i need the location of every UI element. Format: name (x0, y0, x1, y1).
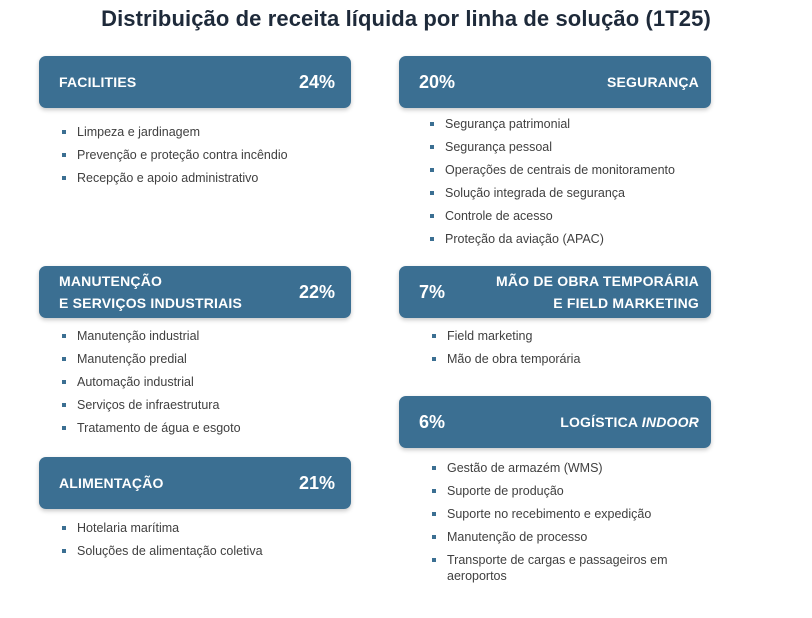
alimentacao-item-text: Hotelaria marítima (77, 521, 180, 535)
bullet-icon (430, 145, 434, 149)
manutencao-item (62, 420, 352, 436)
temporaria-list (432, 328, 722, 374)
logistica-item (432, 552, 672, 584)
facilities-item-text: Limpeza e jardinagem (77, 125, 200, 139)
logistica-label-plain: LOGÍSTICA (560, 414, 638, 430)
alimentacao-item-text: Soluções de alimentação coletiva (77, 544, 263, 558)
facilities-list (62, 124, 352, 193)
alimentacao-list (62, 520, 352, 566)
seguranca-item-text: Operações de centrais de monitoramento (445, 163, 675, 177)
manutencao-item (62, 328, 352, 344)
bullet-icon (62, 130, 66, 134)
logistica-item-text: Suporte de produção (447, 484, 564, 498)
facilities-item-text: Prevenção e proteção contra incêndio (77, 148, 288, 162)
seguranca-list (430, 116, 720, 254)
logistica-item (432, 460, 672, 476)
bullet-icon (430, 237, 434, 241)
seguranca-card (399, 56, 711, 108)
seguranca-item-text: Solução integrada de segurança (445, 186, 625, 200)
bullet-icon (432, 334, 436, 338)
logistica-item (432, 506, 672, 522)
manutencao-item-text: Serviços de infraestrutura (77, 398, 220, 412)
seguranca-item (430, 139, 720, 155)
manutencao-label-line1: MANUTENÇÃO (59, 273, 163, 289)
manutencao-label-line2: E SERVIÇOS INDUSTRIAIS (59, 295, 243, 311)
bullet-icon (432, 512, 436, 516)
logistica-item-text: Manutenção de processo (447, 530, 588, 544)
temporaria-item (432, 328, 722, 344)
bullet-icon (62, 403, 66, 407)
bullet-icon (62, 334, 66, 338)
temporaria-card (399, 266, 711, 318)
manutencao-item-text: Manutenção industrial (77, 329, 200, 343)
alimentacao-percentage: 21% (298, 472, 335, 493)
logistica-list (432, 460, 672, 591)
bullet-icon (62, 426, 66, 430)
temporaria-label (496, 270, 699, 314)
temporaria-label-line2: E FIELD MARKETING (553, 295, 699, 311)
logistica-item (432, 529, 672, 545)
bullet-icon (62, 153, 66, 157)
seguranca-item (430, 185, 720, 201)
manutencao-card (39, 266, 351, 318)
seguranca-item (430, 116, 720, 132)
logistica-label-italic: INDOOR (641, 414, 699, 430)
logistica-item-text: Suporte no recebimento e expedição (447, 507, 652, 521)
alimentacao-label: ALIMENTAÇÃO (59, 475, 164, 491)
seguranca-label: SEGURANÇA (606, 74, 699, 90)
logistica-percentage: 6% (419, 411, 446, 432)
facilities-item (62, 124, 352, 140)
logistica-item (432, 483, 672, 499)
temporaria-label-line1: MÃO DE OBRA TEMPORÁRIA (496, 273, 699, 289)
facilities-percentage: 24% (298, 71, 335, 92)
seguranca-item-text: Segurança pessoal (445, 140, 553, 154)
bullet-icon (432, 535, 436, 539)
manutencao-item (62, 397, 352, 413)
manutencao-item-text: Manutenção predial (77, 352, 187, 366)
bullet-icon (430, 122, 434, 126)
page-title: Distribuição de receita líquida por linha de solução (1T25) (101, 6, 711, 31)
bullet-icon (430, 191, 434, 195)
seguranca-item-text: Proteção da aviação (APAC) (445, 232, 604, 246)
manutencao-item-text: Automação industrial (77, 375, 194, 389)
facilities-item (62, 147, 352, 163)
bullet-icon (62, 357, 66, 361)
alimentacao-card (39, 457, 351, 509)
logistica-card (399, 396, 711, 448)
bullet-icon (62, 526, 66, 530)
alimentacao-item (62, 543, 352, 559)
seguranca-item (430, 208, 720, 224)
facilities-card (39, 56, 351, 108)
seguranca-item-text: Controle de acesso (445, 209, 553, 223)
bullet-icon (432, 466, 436, 470)
bullet-icon (62, 380, 66, 384)
facilities-label: FACILITIES (59, 74, 137, 90)
facilities-item (62, 170, 352, 186)
bullet-icon (62, 549, 66, 553)
bullet-icon (430, 168, 434, 172)
logistica-item-text: Gestão de armazém (WMS) (447, 461, 603, 475)
temporaria-percentage: 7% (419, 281, 446, 302)
bullet-icon (430, 214, 434, 218)
alimentacao-item (62, 520, 352, 536)
bullet-icon (432, 489, 436, 493)
seguranca-percentage: 20% (419, 71, 456, 92)
bullet-icon (62, 176, 66, 180)
seguranca-item-text: Segurança patrimonial (445, 117, 571, 131)
temporaria-item-text: Mão de obra temporária (447, 352, 581, 366)
manutencao-percentage: 22% (298, 281, 335, 302)
manutencao-list (62, 328, 352, 443)
seguranca-item (430, 162, 720, 178)
manutencao-item (62, 351, 352, 367)
logistica-item-text: Transporte de cargas e passageiros em aeroportos (447, 553, 668, 583)
bullet-icon (432, 558, 436, 562)
facilities-item-text: Recepção e apoio administrativo (77, 171, 259, 185)
manutencao-item-text: Tratamento de água e esgoto (77, 421, 241, 435)
manutencao-label (59, 270, 242, 314)
logistica-label (560, 411, 699, 433)
temporaria-item (432, 351, 722, 367)
temporaria-item-text: Field marketing (447, 329, 533, 343)
manutencao-item (62, 374, 352, 390)
bullet-icon (432, 357, 436, 361)
seguranca-item (430, 231, 720, 247)
